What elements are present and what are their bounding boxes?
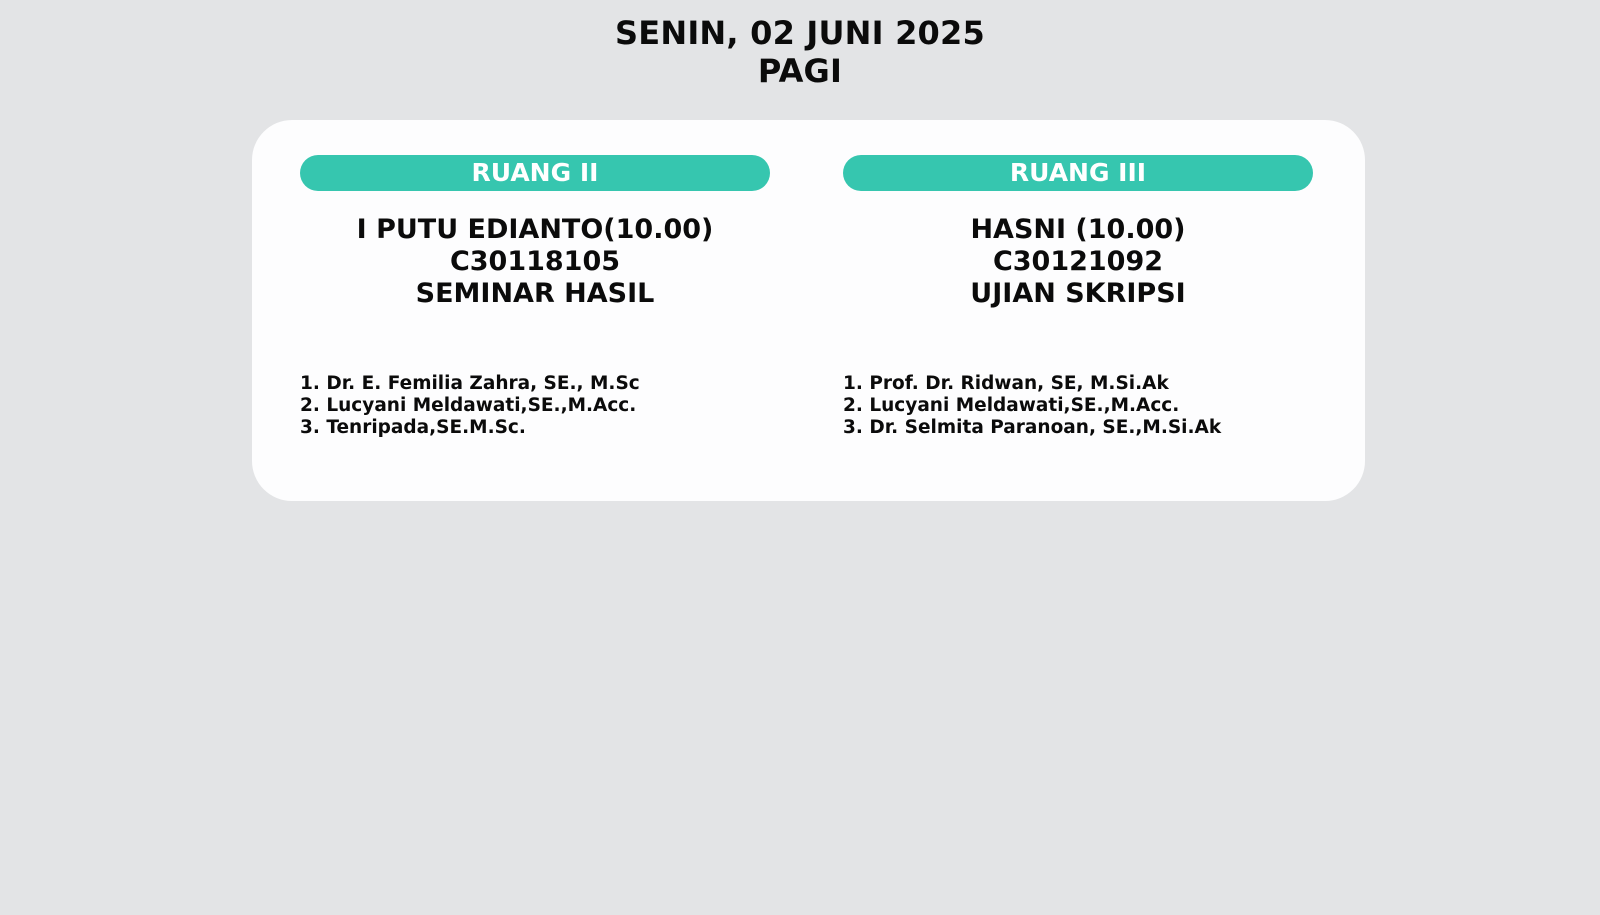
room-panel-ruang-ii — [300, 155, 770, 439]
schedule-date: SENIN, 02 JUNI 2025 — [615, 14, 985, 52]
candidate-info — [300, 214, 770, 310]
candidate-name-time: HASNI (10.00) — [970, 214, 1186, 245]
candidate-student-id: C30118105 — [449, 246, 621, 277]
examiner-item: 3. Tenripada,SE.M.Sc. — [300, 417, 526, 438]
room-label: RUANG III — [843, 155, 1313, 191]
examiner-list — [843, 373, 1313, 439]
examiner-item: 2. Lucyani Meldawati,SE.,M.Acc. — [843, 395, 1180, 416]
schedule-session: PAGI — [757, 52, 843, 90]
exam-type: UJIAN SKRIPSI — [970, 278, 1186, 309]
candidate-info — [843, 214, 1313, 310]
examiner-item: 1. Prof. Dr. Ridwan, SE, M.Si.Ak — [843, 373, 1169, 394]
room-panel-ruang-iii — [843, 155, 1313, 439]
schedule-card — [252, 120, 1365, 501]
examiner-item: 3. Dr. Selmita Paranoan, SE.,M.Si.Ak — [843, 417, 1222, 438]
candidate-student-id: C30121092 — [992, 246, 1164, 277]
examiner-item: 2. Lucyani Meldawati,SE.,M.Acc. — [300, 395, 637, 416]
room-label: RUANG II — [300, 155, 770, 191]
examiner-list — [300, 373, 770, 439]
schedule-header — [0, 14, 1600, 90]
examiner-item: 1. Dr. E. Femilia Zahra, SE., M.Sc — [300, 373, 640, 394]
candidate-name-time: I PUTU EDIANTO(10.00) — [356, 214, 714, 245]
exam-type: SEMINAR HASIL — [415, 278, 655, 309]
